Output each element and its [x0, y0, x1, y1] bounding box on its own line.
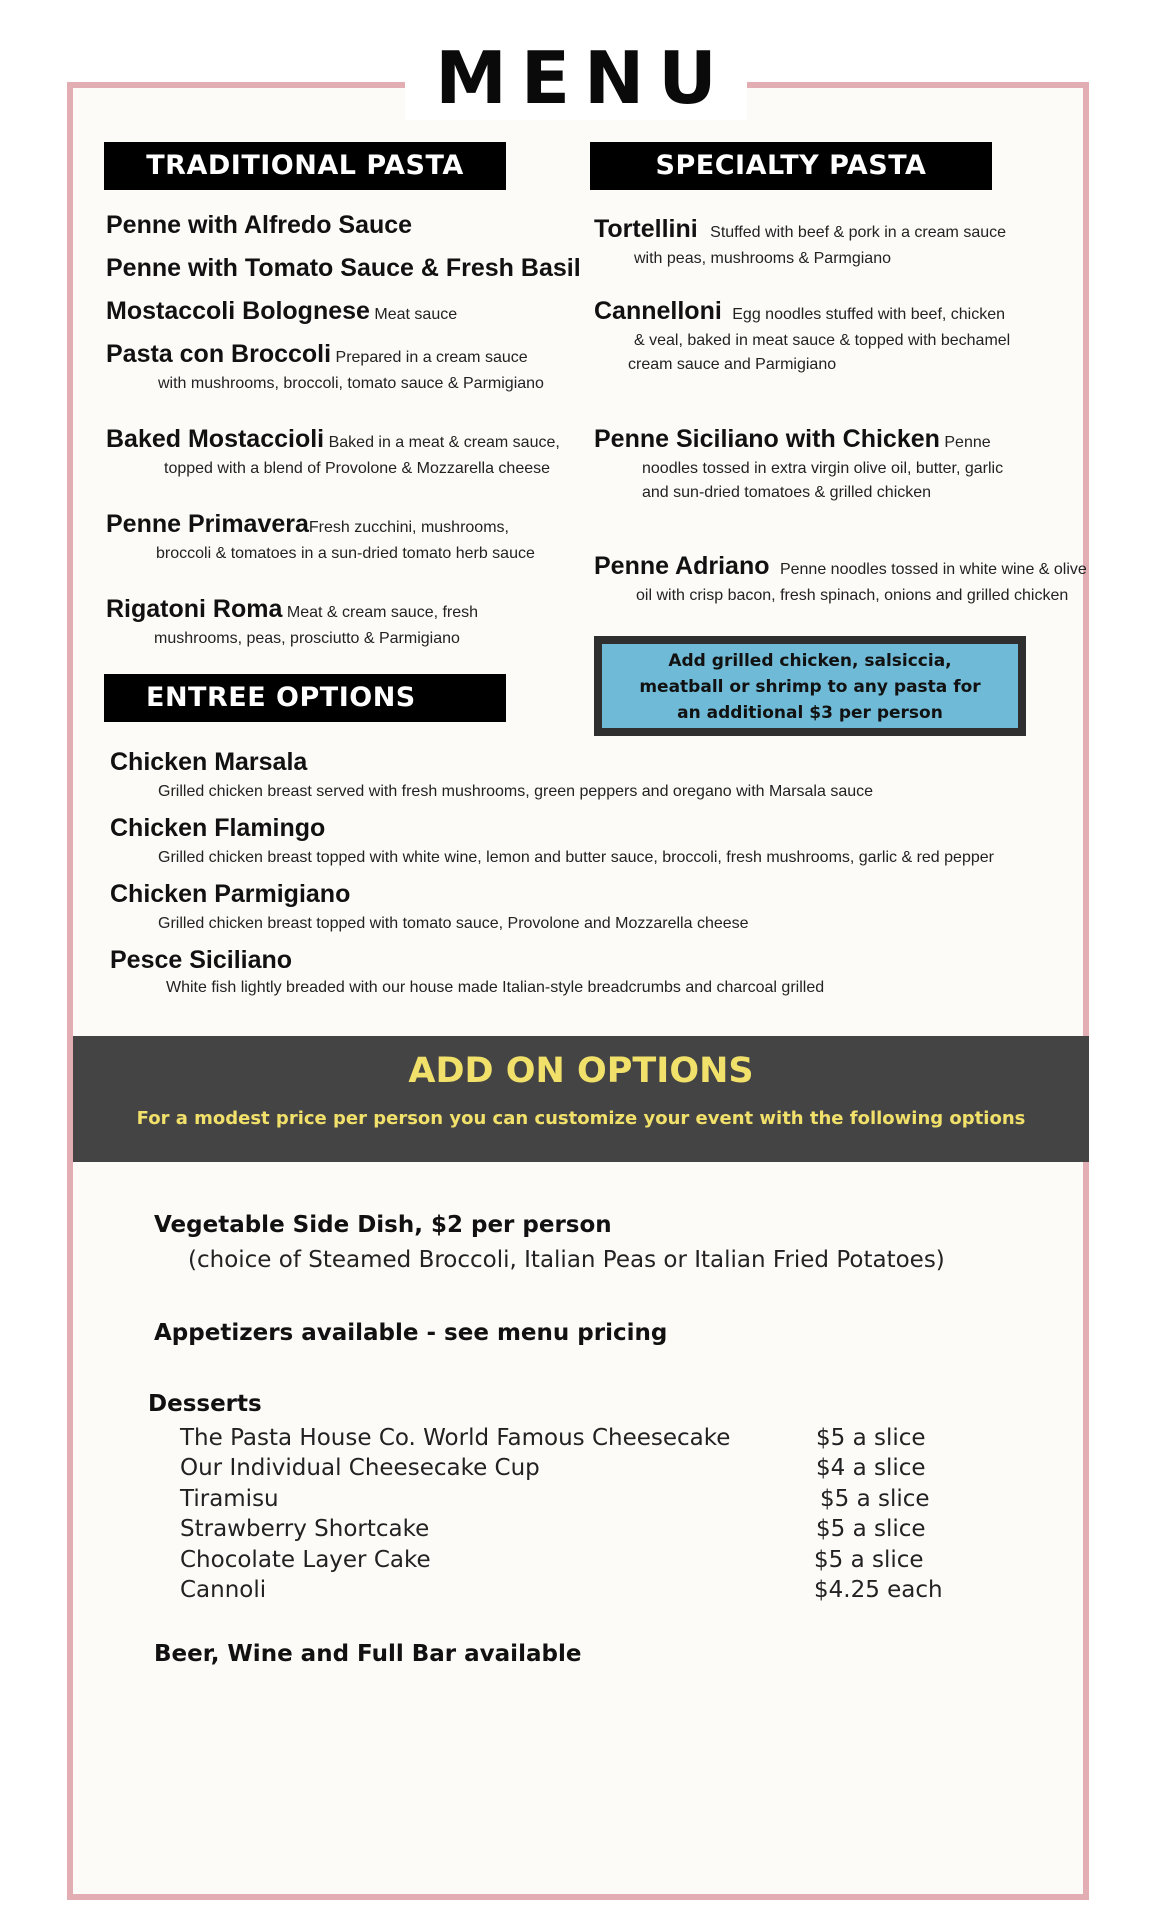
callout-text	[602, 644, 1018, 728]
item-name: Chicken Parmigiano	[110, 880, 351, 908]
item-name: Baked Mostaccioli	[106, 425, 325, 453]
menu-title	[0, 34, 1152, 122]
item-name: Tortellini	[594, 215, 698, 243]
item-desc: Meat & cream sauce, fresh	[286, 604, 479, 621]
item-desc-line2: with mushrooms, broccoli, tomato sauce & Parmigiano	[158, 375, 544, 392]
dessert-price: $5 a slice	[820, 1486, 930, 1512]
item-name: Pesce Siciliano	[110, 946, 293, 974]
item-desc: Penne noodles tossed in white wine & olive	[779, 561, 1087, 578]
desserts-heading: Desserts	[148, 1391, 262, 1417]
dessert-row	[180, 1516, 980, 1547]
entree-item	[110, 880, 749, 933]
item-desc-line2: mushrooms, peas, prosciutto & Parmigiano	[154, 630, 460, 647]
item-desc-line3: cream sauce and Parmigiano	[628, 356, 837, 373]
dessert-row	[180, 1425, 980, 1456]
dessert-row	[180, 1486, 980, 1517]
item-desc-line2: with peas, mushrooms & Parmgiano	[634, 250, 891, 267]
dessert-price: $5 a slice	[816, 1516, 926, 1542]
entree-item	[110, 814, 994, 867]
traditional-pasta-heading: TRADITIONAL PASTA	[104, 142, 506, 190]
dessert-name: The Pasta House Co. World Famous Cheesecake	[180, 1425, 731, 1451]
item-desc-line2: topped with a blend of Provolone & Mozzarella cheese	[164, 460, 551, 477]
item-name: Rigatoni Roma	[106, 595, 283, 623]
callout-line: Add grilled chicken, salsiccia,	[668, 651, 952, 671]
callout-line: an additional $3 per person	[677, 703, 943, 723]
traditional-item	[106, 211, 412, 240]
dessert-row	[180, 1455, 980, 1486]
item-desc: Stuffed with beef & pork in a cream sauce	[710, 224, 1007, 241]
specialty-item	[594, 552, 1087, 605]
vegetable-side-note: (choice of Steamed Broccoli, Italian Peas or Italian Fried Potatoes)	[188, 1247, 945, 1273]
bar-note: Beer, Wine and Full Bar available	[154, 1641, 582, 1667]
entree-item	[110, 748, 873, 801]
item-desc-line2: broccoli & tomatoes in a sun-dried tomato herb sauce	[156, 545, 535, 562]
item-desc-line3: and sun-dried tomatoes & grilled chicken	[642, 484, 932, 501]
item-name: Penne Adriano	[594, 552, 770, 580]
add-on-options-heading: ADD ON OPTIONS	[408, 1051, 754, 1091]
add-protein-callout	[594, 636, 1026, 736]
item-desc: Egg noodles stuffed with beef, chicken	[732, 306, 1006, 323]
item-desc: Meat sauce	[374, 306, 458, 323]
item-desc: Baked in a meat & cream sauce,	[328, 434, 560, 451]
callout-line: meatball or shrimp to any pasta for	[639, 677, 981, 697]
specialty-item	[594, 215, 1006, 268]
dessert-price: $5 a slice	[814, 1547, 924, 1573]
item-desc: Grilled chicken breast served with fresh mushrooms, green peppers and oregano with Marsala sauce	[158, 783, 874, 800]
item-name: Chicken Flamingo	[110, 814, 326, 842]
item-name: Chicken Marsala	[110, 748, 308, 776]
traditional-item	[106, 297, 457, 326]
item-desc: Grilled chicken breast topped with tomato sauce, Provolone and Mozzarella cheese	[158, 915, 749, 932]
menu-title-text: MENU	[405, 36, 747, 120]
item-desc-line2: & veal, baked in meat sauce & topped with bechamel	[634, 332, 1011, 349]
item-name: Penne with Alfredo Sauce	[106, 211, 413, 239]
specialty-item	[594, 297, 1010, 374]
dessert-name: Our Individual Cheesecake Cup	[180, 1455, 540, 1481]
item-name: Penne Primavera	[106, 510, 309, 538]
item-desc-line2: noodles tossed in extra virgin olive oil, butter, garlic	[642, 460, 1004, 477]
traditional-item	[106, 595, 478, 648]
item-name: Penne with Tomato Sauce & Fresh Basil	[106, 254, 581, 282]
item-name: Pasta con Broccoli	[106, 340, 332, 368]
traditional-item	[106, 510, 535, 563]
dessert-row	[180, 1547, 980, 1578]
item-desc: Fresh zucchini, mushrooms,	[308, 519, 509, 536]
traditional-item	[106, 425, 560, 478]
dessert-name: Tiramisu	[180, 1486, 279, 1512]
add-on-options-subheading: For a modest price per person you can customize your event with the following options	[136, 1108, 1026, 1129]
traditional-item	[106, 254, 581, 283]
dessert-row	[180, 1577, 980, 1608]
specialty-pasta-heading: SPECIALTY PASTA	[590, 142, 992, 190]
dessert-name: Cannoli	[180, 1577, 267, 1603]
specialty-item	[594, 425, 1003, 502]
dessert-name: Strawberry Shortcake	[180, 1516, 430, 1542]
entree-options-heading: ENTREE OPTIONS	[104, 674, 506, 722]
item-desc: Penne	[944, 434, 991, 451]
item-desc: White fish lightly breaded with our house made Italian-style breadcrumbs and charcoal grilled	[166, 979, 825, 996]
vegetable-side-dish: Vegetable Side Dish, $2 per person	[154, 1212, 612, 1238]
item-name: Cannelloni	[594, 297, 722, 325]
dessert-name: Chocolate Layer Cake	[180, 1547, 431, 1573]
dessert-price: $4 a slice	[816, 1455, 926, 1481]
item-desc-line2: oil with crisp bacon, fresh spinach, onions and grilled chicken	[636, 587, 1069, 604]
dessert-price: $4.25 each	[814, 1577, 943, 1603]
appetizers-note: Appetizers available - see menu pricing	[154, 1320, 668, 1346]
item-name: Mostaccoli Bolognese	[106, 297, 370, 325]
item-desc: Grilled chicken breast topped with white wine, lemon and butter sauce, broccoli, fresh mushrooms, garlic & red pepper	[158, 849, 994, 866]
item-desc: Prepared in a cream sauce	[335, 349, 528, 366]
entree-item	[110, 946, 824, 997]
add-on-options-band	[73, 1036, 1089, 1162]
item-name: Penne Siciliano with Chicken	[594, 425, 940, 453]
dessert-price: $5 a slice	[816, 1425, 926, 1451]
traditional-item	[106, 340, 544, 393]
